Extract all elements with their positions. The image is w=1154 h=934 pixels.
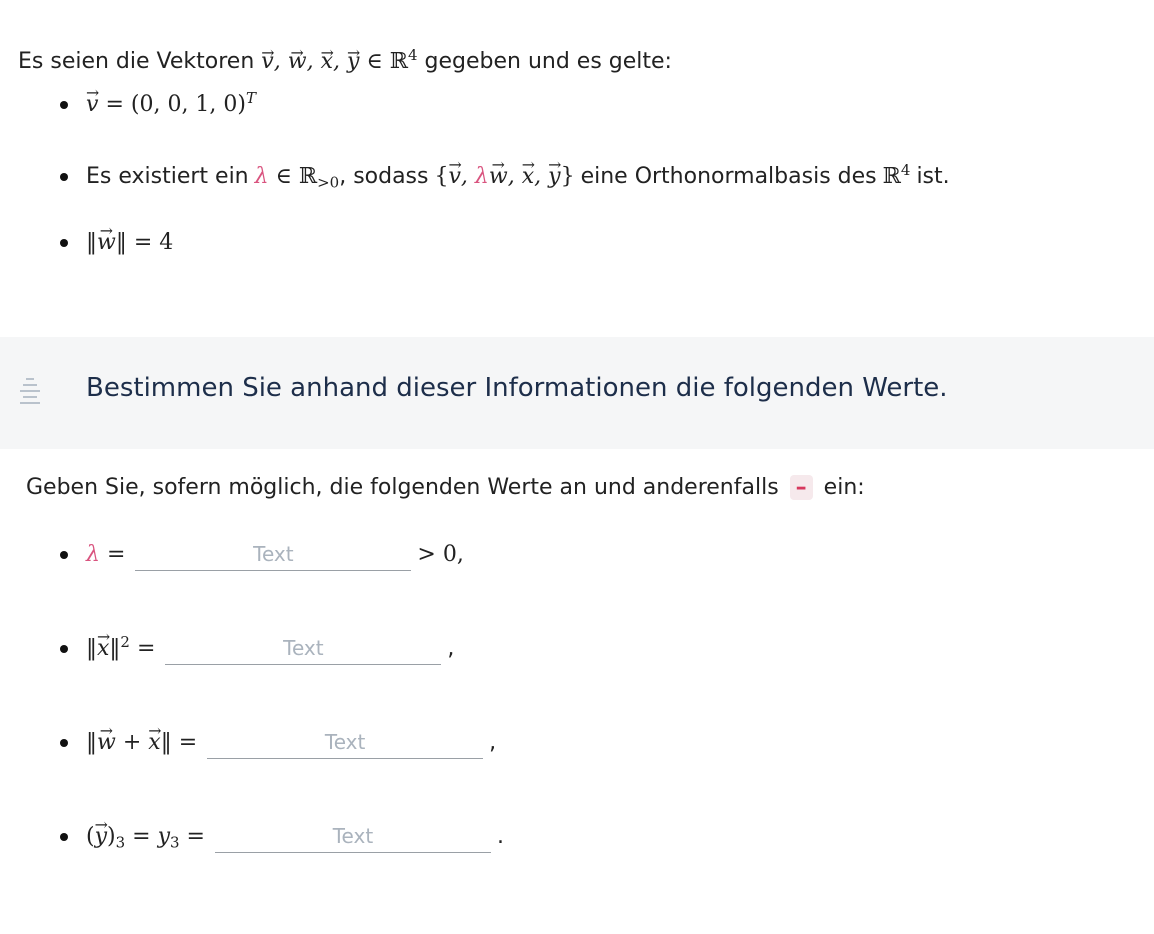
condition-orthonormal: Es existiert ein λ ∈ ℝ$_{>0}$ , sodass {→ v, λ→ w, → x, → y} eine Orthonormalbasis des ℝ$^4$ ist. bbox=[60, 164, 950, 189]
bullet bbox=[60, 645, 68, 653]
answer-row-y3: (→ $y)_3 = y_3$ = Text . bbox=[60, 820, 504, 853]
y3-input[interactable] bbox=[215, 820, 491, 853]
dash-chip: – bbox=[790, 475, 813, 500]
answer-suffix: , bbox=[447, 636, 455, 661]
answer-row-norm-x-squared: ‖→ x‖$^2$ = Text , bbox=[60, 632, 454, 665]
condition-norm-w: ‖→ w‖ = 4 bbox=[60, 230, 173, 255]
bullet bbox=[60, 833, 68, 841]
instruction-text: Geben Sie, sofern möglich, die folgenden Werte an und anderenfalls – ein: bbox=[26, 475, 865, 500]
answer-suffix: > 0, bbox=[417, 542, 464, 567]
answer-row-lambda: λ = Text > 0, bbox=[60, 538, 464, 571]
condition-v: → v = (0, 0, 1, 0)$^T$ bbox=[60, 92, 256, 117]
task-band bbox=[0, 337, 1154, 449]
norm-w-plus-x-input[interactable] bbox=[207, 726, 483, 759]
orthonormal-mid: , sodass bbox=[339, 164, 429, 189]
answer-row-norm-w-plus-x: ‖→ w + → x‖ = Text , bbox=[60, 726, 496, 759]
norm-w-value: 4 bbox=[159, 230, 174, 255]
intro-suffix: gegeben und es gelte: bbox=[424, 49, 672, 74]
answer-suffix: . bbox=[496, 824, 504, 849]
task-title: Bestimmen Sie anhand dieser Informationen die folgenden Werte. bbox=[86, 373, 948, 403]
bullet bbox=[60, 739, 68, 747]
bullet bbox=[60, 239, 68, 247]
bullet bbox=[60, 101, 68, 109]
list-lines-icon bbox=[20, 378, 40, 408]
vector-list: → v, → w, → x, → y ∈ ℝ$^4$ bbox=[261, 49, 417, 74]
intro-text bbox=[18, 44, 672, 80]
bullet bbox=[60, 173, 68, 181]
norm-x-squared-input[interactable] bbox=[165, 632, 441, 665]
orthonormal-prefix: Es existiert ein bbox=[86, 164, 249, 189]
orthonormal-suffix: eine Orthonormalbasis des bbox=[580, 164, 877, 189]
answer-suffix: , bbox=[489, 730, 497, 755]
v-value: (0, 0, 1, 0) bbox=[130, 92, 246, 117]
bullet bbox=[60, 551, 68, 559]
lambda-input[interactable] bbox=[135, 538, 411, 571]
orthonormal-end: ist. bbox=[916, 164, 950, 189]
intro-prefix: Es seien die Vektoren bbox=[18, 49, 255, 74]
